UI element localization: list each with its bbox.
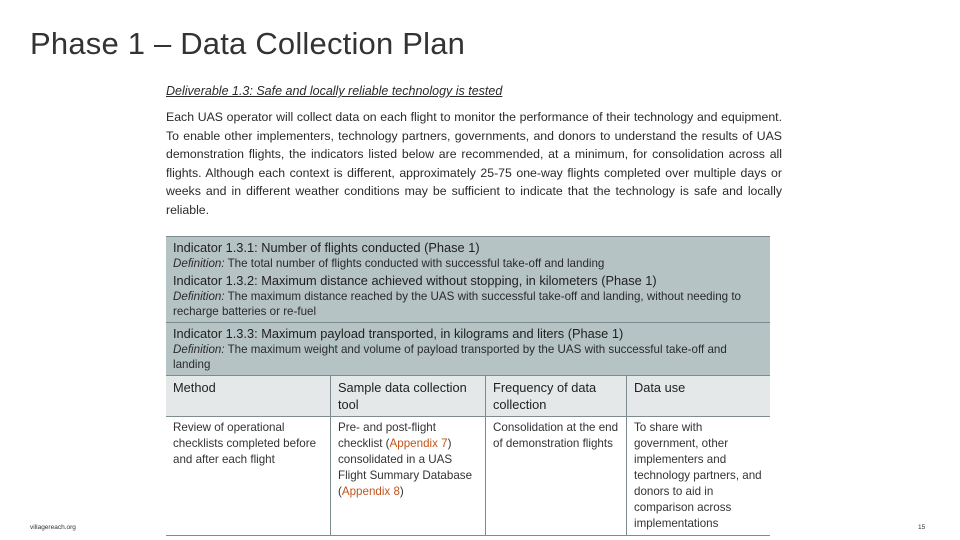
- header-tool: Sample data collection tool: [330, 376, 485, 416]
- definition-text: The total number of flights conducted with successful take-off and landing: [224, 257, 605, 270]
- appendix-7-link[interactable]: Appendix 7: [389, 436, 448, 450]
- indicator-title: Indicator 1.3.1: Number of flights conducted (Phase 1): [173, 240, 480, 255]
- cell-method: Review of operational checklists completed before and after each flight: [173, 420, 317, 466]
- indicator-table: [166, 236, 770, 536]
- cell-tool: [330, 417, 485, 535]
- document-excerpt: [166, 84, 782, 220]
- indicator-definition: [173, 289, 763, 320]
- footer-website: villagereach.org: [30, 524, 76, 531]
- page-number: 15: [918, 524, 926, 531]
- definition-text: The maximum weight and volume of payload transported by the UAS with successful take-off and landing: [173, 342, 727, 371]
- tool-text: Pre- and post-flight checklist (: [338, 420, 436, 450]
- tool-text: ) consolidated in a UAS Flight Summary Database (: [338, 436, 473, 498]
- definition-label: Definition:: [173, 342, 225, 356]
- indicator-definition: [173, 256, 763, 272]
- definition-label: Definition:: [173, 289, 225, 303]
- indicator-title: Indicator 1.3.3: Maximum payload transported, in kilograms and liters (Phase 1): [173, 325, 624, 341]
- header-data-use: Data use: [626, 376, 770, 416]
- header-method: Method: [173, 379, 216, 395]
- indicator-block-2: [166, 322, 770, 375]
- slide-title: Phase 1 – Data Collection Plan: [30, 26, 466, 61]
- indicator-block-1: [166, 236, 770, 322]
- cell-frequency: Consolidation at the end of demonstration flights: [485, 417, 626, 535]
- tool-text: ): [399, 484, 404, 498]
- table-header-row: [166, 375, 770, 417]
- definition-label: Definition:: [173, 257, 225, 270]
- indicator-title: Indicator 1.3.2: Maximum distance achieved without stopping, in kilometers (Phase 1): [173, 272, 657, 288]
- deliverable-heading: Deliverable 1.3: Safe and locally reliable technology is tested: [166, 84, 503, 98]
- intro-paragraph: Each UAS operator will collect data on each flight to monitor the performance of their technology and equipment. To enable other implementers, technology partners, governments, and donors to understand the results of UAS demonstration flights, the indicators listed below are recommended, at a minimum, for consolidation across all flights. Although each context is different, approximately 25-75 one-way flights completed over multiple days or weeks and in different weather conditions may be sufficient to indicate that the technology is safe and locally reliable.: [166, 110, 782, 217]
- indicator-definition: [173, 342, 763, 373]
- appendix-8-link[interactable]: Appendix 8: [341, 484, 400, 498]
- table-row: [166, 417, 770, 536]
- definition-text: The maximum distance reached by the UAS with successful take-off and landing, without needing to recharge batteries or re-fuel: [173, 289, 741, 318]
- header-frequency: Frequency of data collection: [485, 376, 626, 416]
- cell-data-use: To share with government, other implementers and technology partners, and donors to aid in comparison across implementations: [626, 417, 770, 535]
